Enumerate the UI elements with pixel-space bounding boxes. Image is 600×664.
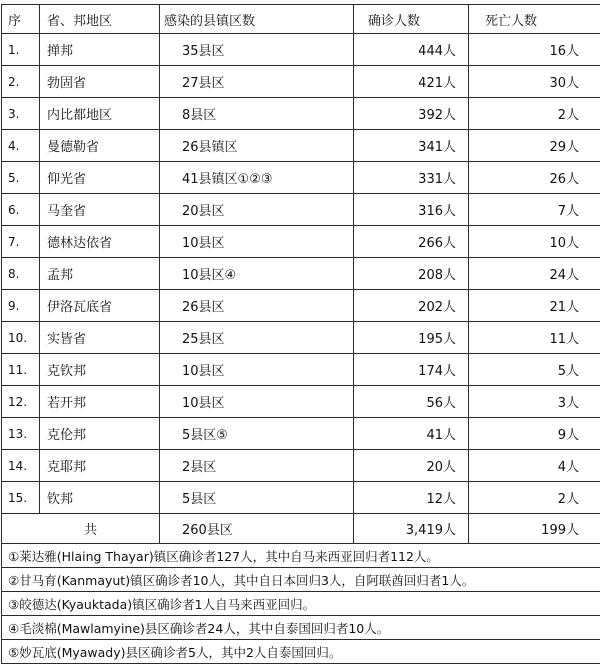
row-deaths: 9人: [469, 418, 600, 450]
header-no: 序: [2, 5, 40, 34]
row-no: 11.: [2, 354, 40, 386]
row-confirmed: 316人: [354, 194, 469, 226]
table-row: [2, 450, 600, 482]
row-areas: 10县区④: [160, 258, 354, 290]
total-row: [2, 514, 600, 544]
row-no: 13.: [2, 418, 40, 450]
row-areas: 5县区⑤: [160, 418, 354, 450]
row-areas: 20县区: [160, 194, 354, 226]
total-confirmed: 3,419人: [354, 514, 469, 544]
footnote-text: ③皎德达(Kyauktada)镇区确诊者1人自马来西亚回归。: [2, 592, 600, 616]
table-row: [2, 482, 600, 514]
row-no: 1.: [2, 34, 40, 66]
row-areas: 10县区: [160, 386, 354, 418]
row-name: 伊洛瓦底省: [40, 290, 160, 322]
row-no: 15.: [2, 482, 40, 514]
row-no: 4.: [2, 130, 40, 162]
row-confirmed: 208人: [354, 258, 469, 290]
row-confirmed: 444人: [354, 34, 469, 66]
footnote-row: [2, 592, 600, 616]
row-name: 曼德勒省: [40, 130, 160, 162]
row-deaths: 2人: [469, 482, 600, 514]
row-name: 德林达依省: [40, 226, 160, 258]
row-deaths: 5人: [469, 354, 600, 386]
row-no: 9.: [2, 290, 40, 322]
table-row: [2, 98, 600, 130]
row-areas: 25县区: [160, 322, 354, 354]
total-areas: 260县区: [160, 514, 354, 544]
row-confirmed: 12人: [354, 482, 469, 514]
row-confirmed: 20人: [354, 450, 469, 482]
row-areas: 5县区: [160, 482, 354, 514]
table-row: [2, 418, 600, 450]
row-deaths: 21人: [469, 290, 600, 322]
table-row: [2, 258, 600, 290]
row-no: 5.: [2, 162, 40, 194]
table-row: [2, 162, 600, 194]
row-deaths: 11人: [469, 322, 600, 354]
row-areas: 10县区: [160, 354, 354, 386]
table-row: [2, 226, 600, 258]
table-row: [2, 34, 600, 66]
row-deaths: 26人: [469, 162, 600, 194]
row-confirmed: 421人: [354, 66, 469, 98]
covid-statistics-table: [1, 4, 600, 664]
row-no: 12.: [2, 386, 40, 418]
header-name: 省、邦地区: [40, 5, 160, 34]
row-name: 若开邦: [40, 386, 160, 418]
row-name: 仰光省: [40, 162, 160, 194]
row-no: 2.: [2, 66, 40, 98]
header-deaths: 死亡人数: [469, 5, 600, 34]
table-row: [2, 194, 600, 226]
row-no: 3.: [2, 98, 40, 130]
row-deaths: 30人: [469, 66, 600, 98]
total-deaths: 199人: [469, 514, 600, 544]
row-areas: 2县区: [160, 450, 354, 482]
header-row: [2, 5, 600, 34]
row-name: 马奎省: [40, 194, 160, 226]
row-no: 10.: [2, 322, 40, 354]
row-areas: 27县区: [160, 66, 354, 98]
table-row: [2, 290, 600, 322]
row-deaths: 3人: [469, 386, 600, 418]
footnote-text: ②甘马育(Kanmayut)镇区确诊者10人，其中自日本回归3人，自阿联酋回归者1人。: [2, 568, 600, 592]
row-confirmed: 202人: [354, 290, 469, 322]
row-deaths: 4人: [469, 450, 600, 482]
row-confirmed: 41人: [354, 418, 469, 450]
row-confirmed: 266人: [354, 226, 469, 258]
table-row: [2, 66, 600, 98]
row-name: 克伦邦: [40, 418, 160, 450]
table-row: [2, 354, 600, 386]
row-deaths: 2人: [469, 98, 600, 130]
table-row: [2, 386, 600, 418]
row-confirmed: 174人: [354, 354, 469, 386]
table-row: [2, 130, 600, 162]
row-confirmed: 56人: [354, 386, 469, 418]
row-no: 14.: [2, 450, 40, 482]
footnote-row: [2, 568, 600, 592]
row-areas: 8县区: [160, 98, 354, 130]
row-name: 实皆省: [40, 322, 160, 354]
total-label: 共: [2, 514, 160, 544]
footnote-text: ⑤妙瓦底(Myawady)县区确诊者5人，其中2人自泰国回归。: [2, 640, 600, 664]
row-areas: 10县区: [160, 226, 354, 258]
row-confirmed: 195人: [354, 322, 469, 354]
row-deaths: 7人: [469, 194, 600, 226]
footnote-text: ①莱达雅(Hlaing Thayar)镇区确诊者127人，其中自马来西亚回归者112人。: [2, 544, 600, 568]
row-name: 掸邦: [40, 34, 160, 66]
header-areas: 感染的县镇区数: [160, 5, 354, 34]
row-confirmed: 331人: [354, 162, 469, 194]
row-name: 克钦邦: [40, 354, 160, 386]
row-no: 7.: [2, 226, 40, 258]
row-deaths: 16人: [469, 34, 600, 66]
row-areas: 35县区: [160, 34, 354, 66]
row-areas: 26县镇区: [160, 130, 354, 162]
row-deaths: 10人: [469, 226, 600, 258]
row-name: 钦邦: [40, 482, 160, 514]
row-no: 6.: [2, 194, 40, 226]
footnote-text: ④毛淡棉(Mawlamyine)县区确诊者24人，其中自泰国回归者10人。: [2, 616, 600, 640]
header-confirmed: 确诊人数: [354, 5, 469, 34]
row-name: 内比都地区: [40, 98, 160, 130]
footnote-row: [2, 544, 600, 568]
row-deaths: 29人: [469, 130, 600, 162]
row-name: 勃固省: [40, 66, 160, 98]
row-name: 孟邦: [40, 258, 160, 290]
table-row: [2, 322, 600, 354]
row-confirmed: 341人: [354, 130, 469, 162]
row-no: 8.: [2, 258, 40, 290]
row-areas: 26县区: [160, 290, 354, 322]
footnote-row: [2, 640, 600, 664]
row-confirmed: 392人: [354, 98, 469, 130]
row-deaths: 24人: [469, 258, 600, 290]
row-areas: 41县镇区①②③: [160, 162, 354, 194]
row-name: 克耶邦: [40, 450, 160, 482]
